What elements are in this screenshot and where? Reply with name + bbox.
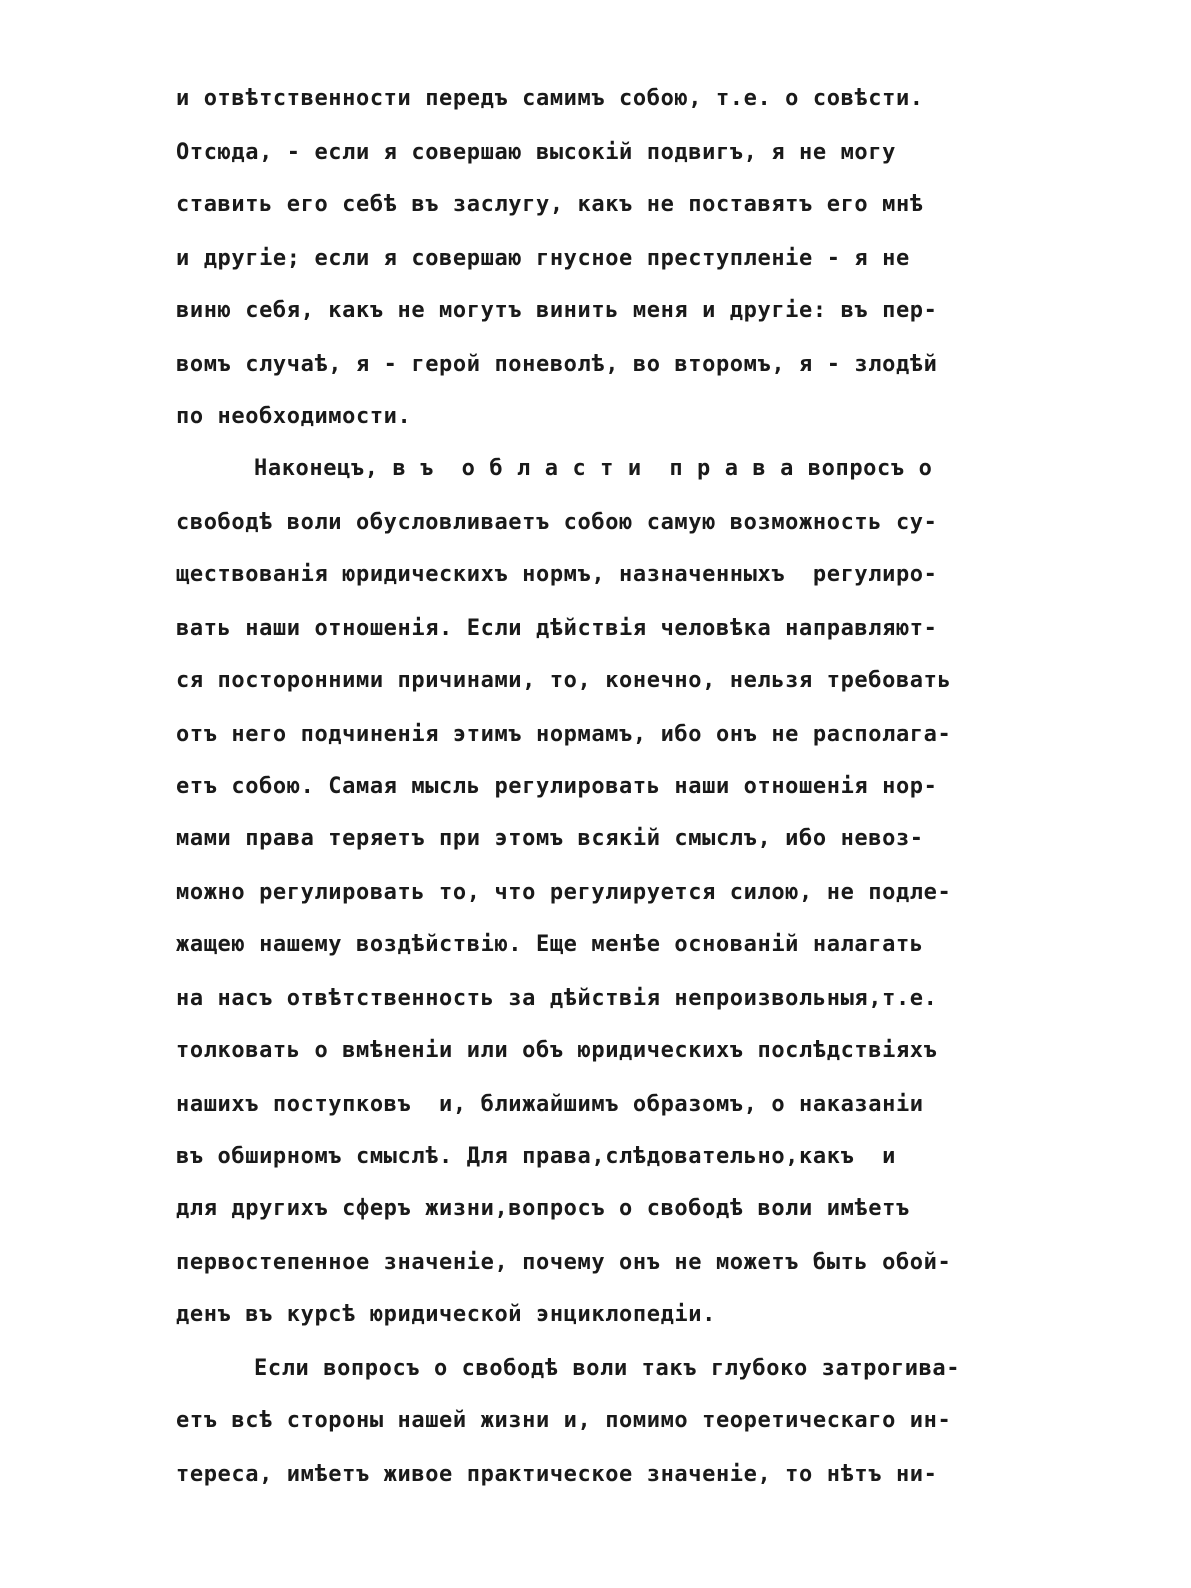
- text-line: ся посторонними причинами, то, конечно, нельзя требовать: [176, 668, 952, 693]
- text-line: можно регулировать то, что регулируется силою, не подле-: [176, 880, 952, 905]
- text-line: Наконецъ, в ъ о б л а с т и п р а в а вопросъ о: [254, 456, 933, 481]
- text-line: свободѣ воли обусловливаетъ собою самую возможность су-: [176, 510, 938, 535]
- text-line: первостепенное значеніе, почему онъ не можетъ быть обой-: [176, 1250, 952, 1275]
- text-line: денъ въ курсѣ юридической энциклопедіи.: [176, 1302, 716, 1327]
- text-line: и отвѣтственности передъ самимъ собою, т.е. о совѣсти.: [176, 86, 924, 111]
- text-line: вомъ случаѣ, я - герой поневолѣ, во второмъ, я - злодѣй: [176, 352, 938, 377]
- text-line: мами права теряетъ при этомъ всякій смыслъ, ибо невоз-: [176, 826, 924, 851]
- text-line: вать наши отношенія. Если дѣйствія человѣка направляют-: [176, 616, 938, 641]
- text-line: отъ него подчиненія этимъ нормамъ, ибо онъ не располага-: [176, 722, 952, 747]
- text-line: Отсюда, - если я совершаю высокій подвигъ, я не могу: [176, 140, 896, 165]
- text-line: и другіе; если я совершаю гнусное преступленіе - я не: [176, 246, 910, 271]
- text-line: ставить его себѣ въ заслугу, какъ не поставятъ его мнѣ: [176, 192, 924, 217]
- text-line: виню себя, какъ не могутъ винить меня и другіе: въ пер-: [176, 298, 938, 323]
- text-line: тереса, имѣетъ живое практическое значеніе, то нѣтъ ни-: [176, 1462, 938, 1487]
- text-line: жащею нашему воздѣйствію. Еще менѣе основаній налагать: [176, 932, 924, 957]
- text-line: Если вопросъ о свободѣ воли такъ глубоко затрогива-: [254, 1356, 961, 1381]
- text-line: по необходимости.: [176, 404, 412, 429]
- text-line: етъ собою. Самая мысль регулировать наши отношенія нор-: [176, 774, 938, 799]
- text-line: для другихъ сферъ жизни,вопросъ о свободѣ воли имѣетъ: [176, 1196, 910, 1221]
- text-line: толковать о вмѣненіи или объ юридическихъ послѣдствіяхъ: [176, 1038, 938, 1063]
- text-line: нашихъ поступковъ и, ближайшимъ образомъ, о наказаніи: [176, 1092, 924, 1117]
- text-line: етъ всѣ стороны нашей жизни и, помимо теоретическаго ин-: [176, 1408, 952, 1433]
- text-line: ществованія юридическихъ нормъ, назначенныхъ регулиро-: [176, 562, 938, 587]
- text-line: на насъ отвѣтственность за дѣйствія непроизвольныя,т.е.: [176, 986, 938, 1011]
- text-line: въ обширномъ смыслѣ. Для права,слѣдовательно,какъ и: [176, 1144, 896, 1169]
